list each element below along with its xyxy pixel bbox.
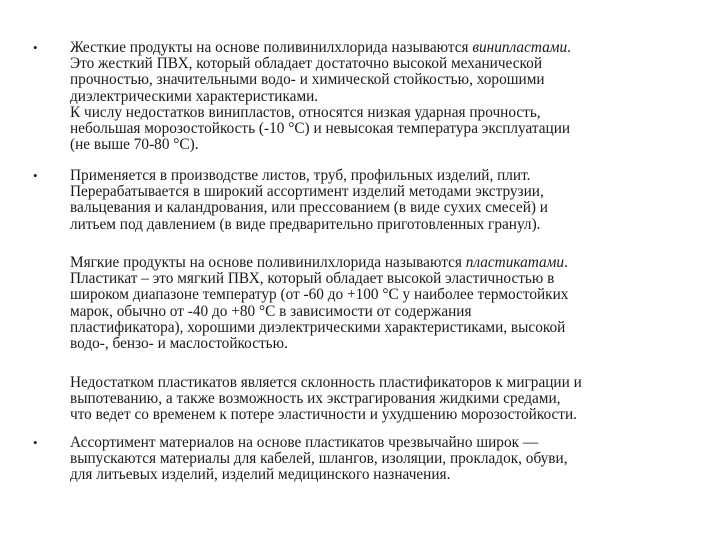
paragraph-plasticate-range — [70, 435, 685, 484]
bullet-marker: • — [33, 168, 38, 183]
text-line: Применяется в производстве листов, труб, профильных изделий, плит. — [70, 167, 531, 184]
paragraph-vinyl-uses — [70, 168, 685, 233]
bullet-marker: • — [33, 435, 38, 450]
text-line: литьем под давлением (в виде предварительно приготовленных гранул). — [70, 215, 541, 233]
text-line: Мягкие продукты на основе поливинилхлорида называются пластикатами. — [70, 254, 568, 271]
text-line: прочностью, значительными водо- и химической стойкостью, хорошими — [70, 71, 545, 89]
text-line: пластификатора), хорошими диэлектрическими характеристиками, высокой — [70, 318, 566, 336]
text-line: широком диапазоне температур (от -60 до +100 °С у наиболее термостойких — [70, 286, 569, 304]
text-line: выпотеванию, а также возможность их экстрагирования жидкими средами, — [70, 390, 561, 408]
paragraph-plasticate-drawbacks — [70, 375, 685, 424]
text-line: водо-, бензо- и маслостойкостью. — [70, 335, 288, 353]
text-line: Ассортимент материалов на основе пластикатов чрезвычайно широк — — [70, 434, 539, 451]
text-line: диэлектрическими характеристиками. — [70, 87, 319, 105]
text-line: (не выше 70-80 °С). — [70, 136, 199, 154]
text-line: что ведет со временем к потере эластичности и ухудшению морозостойкости. — [70, 406, 577, 424]
text-line: Это жесткий ПВХ, который обладает достаточно высокой механической — [70, 55, 542, 73]
text-line: Пластикат – это мягкий ПВХ, который обладает высокой эластичностью в — [70, 270, 555, 288]
emphasized-term: винипластами — [472, 39, 568, 56]
paragraph-vinyl-plastics — [70, 40, 685, 153]
bullet-marker: • — [33, 40, 38, 55]
text-line: марок, обычно от -40 до +80 °С в зависимости от содержания — [70, 302, 472, 320]
text-line: К числу недостатков винипластов, относятся низкая ударная прочность, — [70, 103, 541, 121]
emphasized-term: пластикатами — [465, 254, 565, 271]
text-line: Перерабатывается в широкий ассортимент изделий методами экструзии, — [70, 183, 544, 201]
text-line: Недостатком пластикатов является склонность пластификаторов к миграции и — [70, 374, 582, 391]
text-line: вальцевания и каландрования, или прессованием (в виде сухих смесей) и — [70, 199, 548, 217]
text-line: выпускаются материалы для кабелей, шлангов, изоляции, прокладок, обуви, — [70, 450, 568, 468]
text-line: Жесткие продукты на основе поливинилхлорида называются винипластами. — [70, 39, 571, 56]
text-line: для литьевых изделий, изделий медицинского назначения. — [70, 466, 451, 484]
paragraph-plasticates — [70, 255, 685, 352]
text-line: небольшая морозостойкость (-10 °С) и невысокая температура эксплуатации — [70, 120, 571, 138]
